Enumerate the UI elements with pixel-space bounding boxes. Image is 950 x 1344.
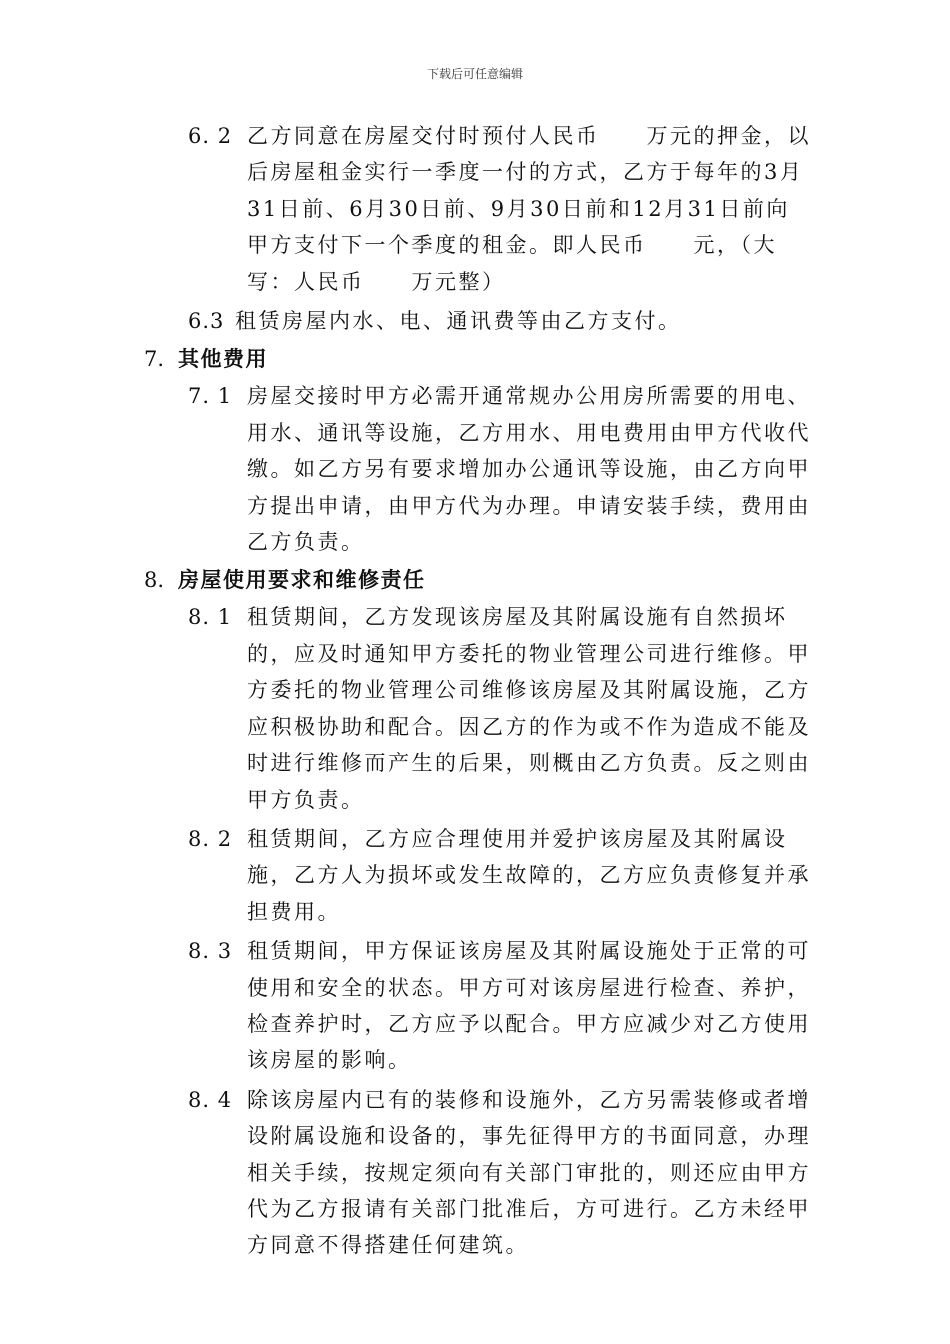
clause-text: 乙方同意在房屋交付时预付人民币 万元的押金，以后房屋租金实行一季度一付的方式，乙方于每年的3月31日前、6月30日前、9月30日前和12月31日前向甲方支付下一个季度的租金。即人民币 元，（大写：人民币 万元整） [247,124,811,294]
section-8-heading [0,563,950,597]
clause-text: 除该房屋内已有的装修和设施外，乙方另需装修或者增设附属设施和设备的，事先征得甲方的书面同意，办理相关手续，按规定须向有关部门审批的，则还应由甲方代为乙方报请有关部门批准后，方可进行。乙方未经甲方同意不得搭建任何建筑。 [247,1087,811,1258]
clause-number: 8. 4 [188,1087,233,1112]
section-7-heading [0,342,950,376]
document-body [0,118,950,1267]
clause-6-3 [0,303,950,339]
clause-text: 房屋交接时甲方必需开通常规办公用房所需要的用电、用水、通讯等设施，乙方用水、用电费用由甲方代收代缴。如乙方另有要求增加办公通讯等设施，由乙方向甲方提出申请，由甲方代为办理。申请安装手续，费用由乙方负责。 [247,384,811,555]
clause-number: 8. 3 [188,939,233,964]
clause-number: 7. 1 [188,384,233,409]
section-number: 7. [144,347,165,372]
clause-number: 8. 1 [188,605,233,630]
clause-6-2 [0,118,950,300]
clause-8-3 [0,933,950,1079]
clause-number: 6. 2 [188,124,233,148]
section-title: 房屋使用要求和维修责任 [178,567,426,593]
page-header: 下载后可任意编辑 [426,67,523,81]
clause-text: 租赁期间，乙方应合理使用并爱护该房屋及其附属设施，乙方人为损坏或发生故障的，乙方应负责修复并承担费用。 [247,826,811,924]
clause-text: 租赁期间，乙方发现该房屋及其附属设施有自然损坏的，应及时通知甲方委托的物业管理公司进行维修。甲方委托的物业管理公司维修该房屋及其附属设施，乙方应积极协助和配合。因乙方的作为或不作为造成不能及时进行维修而产生的后果，则概由乙方负责。反之则由甲方负责。 [247,605,811,812]
clause-8-2 [0,821,950,930]
clause-7-1 [0,378,950,560]
clause-8-4 [0,1082,950,1264]
clause-number: 6.3 [188,309,225,334]
clause-number: 8. 2 [188,826,233,851]
section-title: 其他费用 [178,346,268,372]
section-number: 8. [144,568,165,593]
clause-text: 租赁期间，甲方保证该房屋及其附属设施处于正常的可使用和安全的状态。甲方可对该房屋进行检查、养护，检查养护时，乙方应予以配合。甲方应减少对乙方使用该房屋的影响。 [247,939,811,1073]
clause-8-1 [0,599,950,817]
clause-text: 租赁房屋内水、电、通讯费等由乙方支付。 [235,309,682,334]
